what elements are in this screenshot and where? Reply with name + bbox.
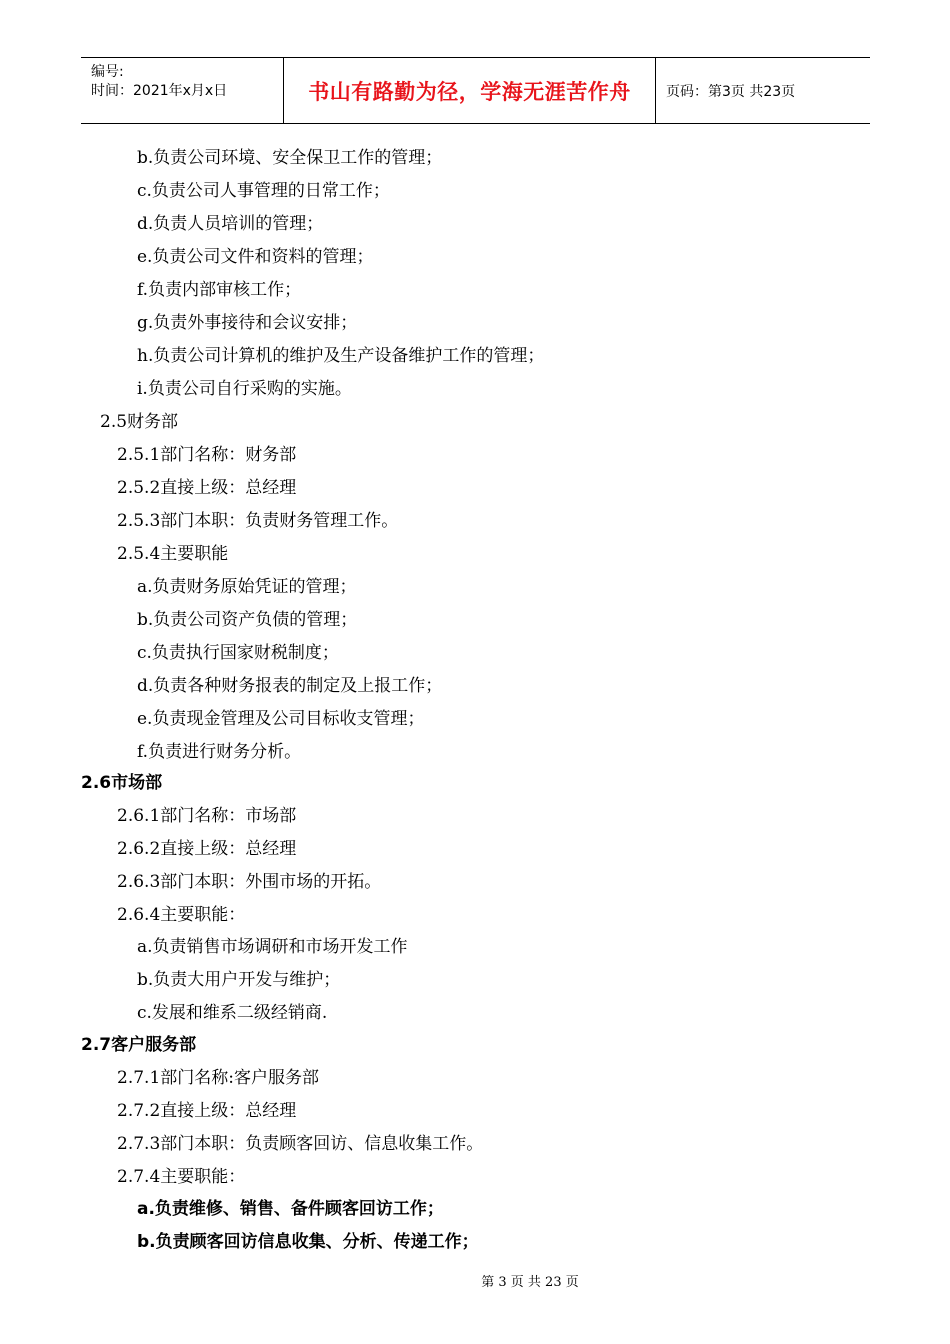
- duty-item: e.负责现金管理及公司目标收支管理；: [137, 709, 425, 729]
- subsection-line: 2.6.1部门名称：市场部: [117, 806, 297, 826]
- document-number-label: 编号:: [91, 64, 124, 80]
- duty-item: e.负责公司文件和资料的管理；: [137, 247, 374, 267]
- subsection-line: 2.5.1部门名称：财务部: [117, 445, 297, 465]
- subsection-line: 2.5.3部门本职：负责财务管理工作。: [117, 511, 399, 531]
- section-heading: 2.6市场部: [81, 773, 163, 793]
- duty-item: b.负责顾客回访信息收集、分析、传递工作；: [137, 1232, 479, 1252]
- duty-item: c.负责公司人事管理的日常工作；: [137, 181, 390, 201]
- duty-item: f.负责进行财务分析。: [137, 742, 302, 762]
- subsection-line: 2.6.3部门本职：外围市场的开拓。: [117, 872, 382, 892]
- duty-item: g.负责外事接待和会议安排；: [137, 313, 358, 333]
- duty-item: a.负责财务原始凭证的管理；: [137, 577, 357, 597]
- duty-item: b.负责公司环境、安全保卫工作的管理；: [137, 148, 443, 168]
- subsection-line: 2.5.4主要职能: [117, 544, 229, 564]
- subsection-line: 2.7.1部门名称:客户服务部: [117, 1068, 319, 1088]
- header-motto-cell: [284, 58, 656, 123]
- subsection-line: 2.5.2直接上级：总经理: [117, 478, 297, 498]
- subsection-line: 2.7.2直接上级：总经理: [117, 1101, 297, 1121]
- subsection-line: 2.7.3部门本职：负责顾客回访、信息收集工作。: [117, 1134, 484, 1154]
- duty-item: h.负责公司计算机的维护及生产设备维护工作的管理；: [137, 346, 545, 366]
- section-heading: 2.7客户服务部: [81, 1035, 197, 1055]
- document-date-label: 时间：2021年x月x日: [91, 83, 228, 99]
- header-page-cell: [656, 58, 870, 123]
- header-meta-cell: [81, 58, 284, 123]
- subsection-line: 2.6.4主要职能：: [117, 905, 246, 925]
- section-heading: 2.5财务部: [100, 412, 179, 432]
- duty-item: f.负责内部审核工作；: [137, 280, 302, 300]
- duty-item: a.负责销售市场调研和市场开发工作: [137, 937, 408, 957]
- header-page-label: 页码：第3页 共23页: [666, 83, 796, 100]
- duty-item: i.负责公司自行采购的实施。: [137, 379, 352, 399]
- duty-item: a.负责维修、销售、备件顾客回访工作；: [137, 1199, 444, 1219]
- subsection-line: 2.6.2直接上级：总经理: [117, 839, 297, 859]
- duty-item: d.负责人员培训的管理；: [137, 214, 324, 234]
- duty-item: b.负责大用户开发与维护；: [137, 970, 341, 990]
- page-header: [81, 57, 870, 124]
- page-footer: 第 3 页 共 23 页: [481, 1275, 579, 1290]
- duty-item: c.发展和维系二级经销商.: [137, 1003, 328, 1023]
- duty-item: b.负责公司资产负债的管理；: [137, 610, 358, 630]
- duty-item: c.负责执行国家财税制度；: [137, 643, 339, 663]
- subsection-line: 2.7.4主要职能：: [117, 1167, 246, 1187]
- header-motto: 书山有路勤为径，学海无涯苦作舟: [308, 79, 631, 104]
- duty-item: d.负责各种财务报表的制定及上报工作；: [137, 676, 443, 696]
